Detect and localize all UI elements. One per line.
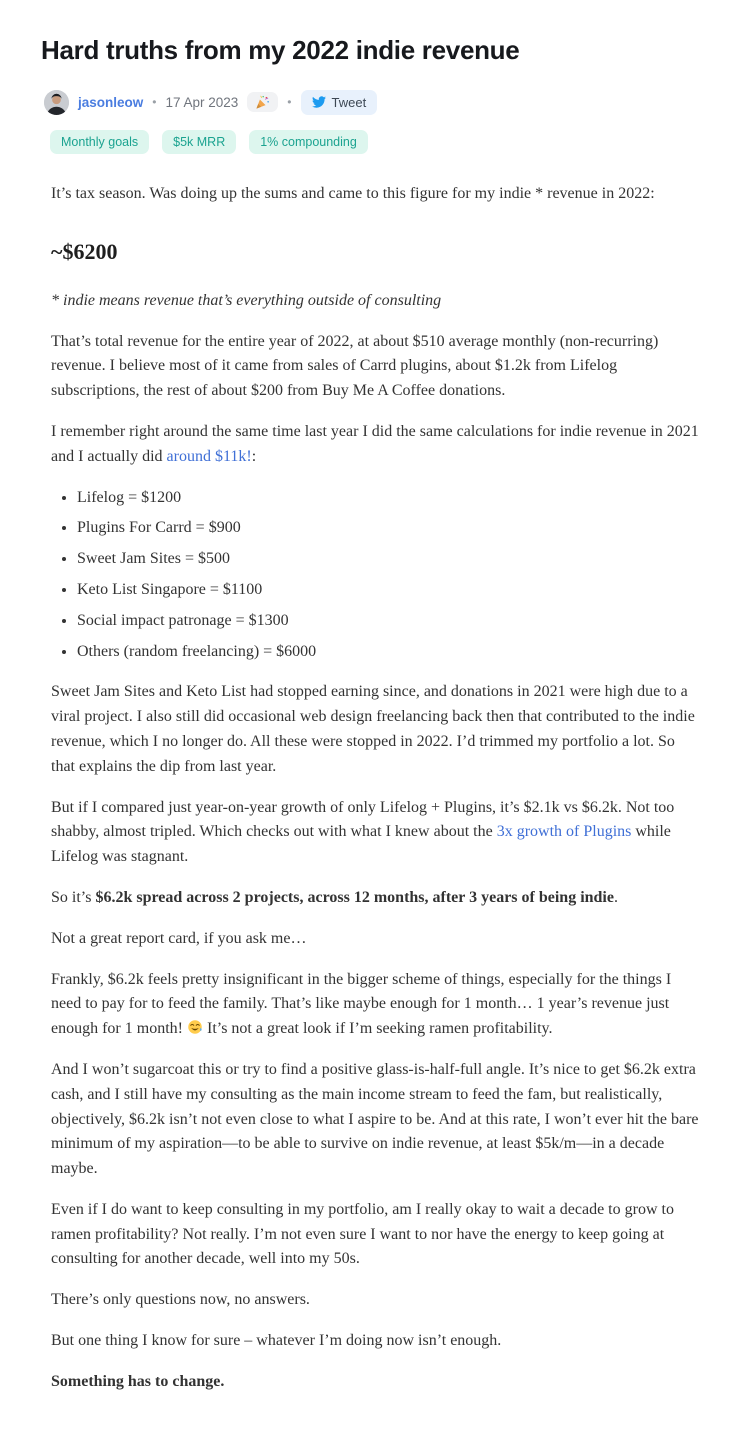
tag-list [50,130,701,154]
list-item: • Sweet Jam Sites = $500 [77,547,701,572]
tweet-button[interactable] [301,90,378,115]
paragraph: Even if I do want to keep consulting in my portfolio, am I really okay to wait a decade to grow to ramen profitability? Not really. I’m not even sure I want to nor have the energy to keep going at consulting for another decade, well into my 50s. [51,1200,674,1268]
paragraph: That’s total revenue for the entire year of 2022, at about $510 average monthly (non-recurring) revenue. I believe most of it came from sales of Carrd plugins, about $1.2k from Lifelog subscriptions, the rest of about $200 from Buy Me A Coffee donations. [51,332,659,400]
list-item: • Lifelog = $1200 [77,486,701,511]
list-item: • Others (random freelancing) = $6000 [77,640,701,665]
author-link[interactable]: jasonleow [78,94,144,110]
tweet-button-label: Tweet [331,94,367,110]
paragraph: Sweet Jam Sites and Keto List had stopped earning since, and donations in 2021 were high due to a viral project. I also still did occasional web design freelancing back then that contributed to the indie revenue, which I no longer do. All these were stopped in 2022. I’d trimmed my portfolio a lot. So that explains the dip from last year. [51,683,695,775]
paragraph: I remember right around the same time last year I did the same calculations for indie revenue in 2021 and I actually did around $11k!: [51,422,699,465]
topic-tag[interactable]: Monthly goals [50,130,149,154]
bold-text: Something has to change. [51,1372,225,1390]
paragraph: Not a great report card, if you ask me… [51,929,307,947]
sweat-smile-emoji [187,1019,203,1035]
twitter-icon [312,95,326,109]
topic-tag[interactable]: $5k MRR [162,130,236,154]
revenue-breakdown-list [51,486,701,665]
byline-separator: • [152,95,157,110]
paragraph [51,1370,701,1395]
revenue-figure-heading: ~$6200 [51,238,118,264]
paragraph: It’s tax season. Was doing up the sums and came to this figure for my indie * revenue in 2022: [51,184,655,202]
paragraph: And I won’t sugarcoat this or try to find a positive glass-is-half-full angle. It’s nice to get $6.2k extra cash, and I still have my consulting as the main income stream to feed the fam, but realistically, objectively, $6.2k isn’t not even close to what I aspire to be. And at this rate, I won’t ever hit the bare minimum of my aspiration—to be able to survive on indie revenue, at least $5k/m—in a decade maybe. [51,1060,699,1178]
paragraph: * indie means revenue that’s everything outside of consulting [51,291,442,309]
paragraph: But one thing I know for sure – whatever I’m doing now isn’t enough. [51,1332,502,1350]
paragraph: But if I compared just year-on-year growth of only Lifelog + Plugins, it’s $2.1k vs $6.2k. Not too shabby, almost tripled. Which checks out with what I knew about the 3x growth of Plugins while Lifelog was stagnant. [51,798,675,866]
post-date: 17 Apr 2023 [165,94,239,110]
list-item: • Social impact patronage = $1300 [77,609,701,634]
byline [44,90,699,115]
list-item: • Plugins For Carrd = $900 [77,516,701,541]
avatar-photo [44,90,69,115]
page-title: Hard truths from my 2022 indie revenue [41,35,520,65]
bold-text: $6.2k spread across 2 projects, across 12 months, after 3 years of being indie [95,888,614,906]
paragraph: So it’s $6.2k spread across 2 projects, across 12 months, after 3 years of being indie. [51,888,618,906]
list-item: • Keto List Singapore = $1100 [77,578,701,603]
inline-link[interactable]: 3x growth of Plugins [496,823,632,841]
avatar[interactable] [44,90,69,115]
party-popper-emoji [255,95,270,110]
celebration-reaction-badge[interactable] [247,92,278,112]
article-body [51,182,701,1395]
topic-tag[interactable]: 1% compounding [249,130,368,154]
paragraph: There’s only questions now, no answers. [51,1291,310,1309]
paragraph: Frankly, $6.2k feels pretty insignificant in the bigger scheme of things, especially for the things I need to pay for to feed the family. That’s like maybe enough for 1 month… 1 year’s revenue just enough for 1 month! It’s not a great look if I’m seeking ramen profitability. [51,970,672,1038]
inline-link[interactable]: around $11k! [166,447,252,465]
byline-separator: • [287,95,292,110]
